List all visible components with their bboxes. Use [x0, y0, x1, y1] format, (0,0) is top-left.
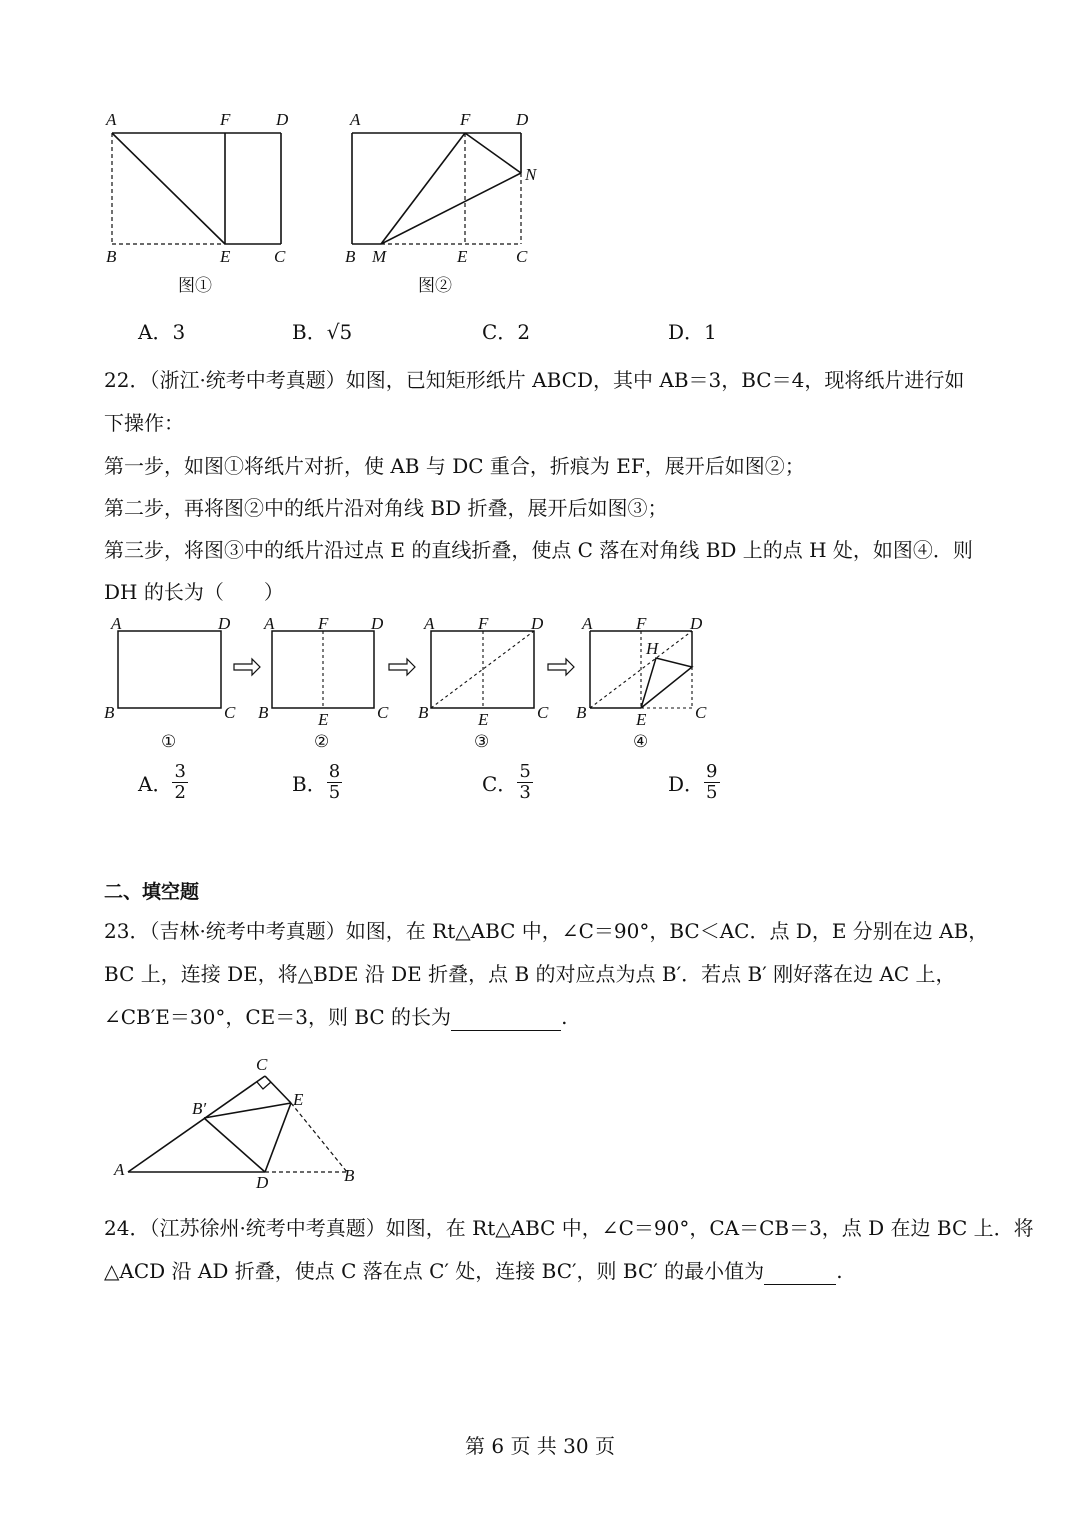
q22-option-c: C． $\frac{5}{3}$	[482, 761, 531, 803]
q22-line-3: 第一步，如图①将纸片对折，使 AB 与 DC 重合，折痕为 EF，展开后如图②；	[104, 454, 805, 478]
q22-f4-label-e: E	[636, 710, 647, 729]
fig2-label-e: E	[457, 247, 468, 266]
figure-1	[100, 108, 300, 268]
fig1-label-d: D	[276, 110, 289, 129]
q23-label-b: B	[344, 1166, 355, 1185]
fig1-label-c: C	[274, 247, 286, 266]
fig1-label-f: F	[220, 110, 231, 129]
q22-f4-label-h: H	[646, 639, 659, 658]
fig1-label-e: E	[220, 247, 231, 266]
q22-caption-3: ③	[474, 732, 490, 752]
q21-option-b: B．√5	[292, 320, 353, 344]
q23-label-a: A	[114, 1160, 125, 1179]
q23-answer-blank[interactable]	[451, 1008, 561, 1031]
fig1-label-a: A	[106, 110, 117, 129]
q22-f1-label-a: A	[111, 614, 122, 633]
q22-line-4: 第二步，再将图②中的纸片沿对角线 BD 折叠，展开后如图③；	[104, 496, 668, 520]
q23-label-bprime: B′	[192, 1099, 207, 1118]
q22-option-d: D． $\frac{9}{5}$	[668, 761, 718, 803]
q22-f3-label-b: B	[418, 703, 429, 722]
fig2-label-d: D	[516, 110, 529, 129]
q23-label-e: E	[293, 1090, 304, 1109]
q22-f2-label-b: B	[258, 703, 269, 722]
q22-f2-label-e: E	[318, 710, 329, 729]
q23-figure	[110, 1050, 370, 1190]
q23-line-3: ∠CB′E＝30°，CE＝3，则 BC 的长为 .	[104, 1005, 568, 1029]
fig2-label-b: B	[345, 247, 356, 266]
page-footer: 第 6 页 共 30 页	[465, 1434, 615, 1458]
q22-line-6: DH 的长为（ ）	[104, 580, 284, 604]
q22-option-b: B． $\frac{8}{5}$	[292, 761, 341, 803]
q24-line-2: △ACD 沿 AD 折叠，使点 C 落在点 C′ 处，连接 BC′，则 BC′ 的最小值为 .	[104, 1259, 843, 1283]
q22-f3-label-a: A	[424, 614, 435, 633]
q21-option-c: C．2	[482, 320, 531, 344]
q22-line-2: 下操作：	[104, 411, 184, 435]
q22-f3-label-f: F	[478, 614, 489, 633]
q22-f2-label-c: C	[377, 703, 389, 722]
q22-f4-label-b: B	[576, 703, 587, 722]
fig2-label-a: A	[350, 110, 361, 129]
q22-option-a: A． $\frac{3}{2}$	[138, 761, 186, 803]
q22-caption-4: ④	[633, 732, 649, 752]
q23-line-2: BC 上，连接 DE，将△BDE 沿 DE 折叠，点 B 的对应点为点 B′．若点 B′ 刚好落在边 AC 上，	[104, 962, 956, 986]
section-heading: 二、填空题	[104, 881, 200, 903]
q22-f2-label-a: A	[264, 614, 275, 633]
fig2-label-c: C	[516, 247, 528, 266]
q22-f4-label-c: C	[695, 703, 707, 722]
q23-label-d: D	[256, 1173, 269, 1192]
q22-f4-label-f: F	[636, 614, 647, 633]
q21-option-a: A．3	[138, 320, 186, 344]
q21-option-d: D．1	[668, 320, 717, 344]
q22-line-5: 第三步，将图③中的纸片沿过点 E 的直线折叠，使点 C 落在对角线 BD 上的点 H 处，如图④．则	[104, 538, 973, 562]
q22-f3-label-d: D	[531, 614, 544, 633]
q22-f1-label-d: D	[218, 614, 231, 633]
fig1-label-b: B	[106, 247, 117, 266]
q22-caption-1: ①	[161, 732, 177, 752]
q22-caption-2: ②	[314, 732, 330, 752]
q24-answer-blank[interactable]	[764, 1262, 836, 1285]
q23-label-c: C	[256, 1055, 268, 1074]
q24-line-1: 24．（江苏徐州·统考中考真题）如图，在 Rt△ABC 中，∠C＝90°，CA＝CB＝3，点 D 在边 BC 上．将	[104, 1216, 1034, 1240]
q22-figures	[100, 612, 720, 732]
fig2-caption: 图②	[418, 276, 452, 296]
q22-f1-label-c: C	[224, 703, 236, 722]
q22-f2-label-d: D	[371, 614, 384, 633]
figure-2	[340, 108, 540, 268]
fig2-label-n: N	[525, 165, 537, 184]
q23-line-1: 23．（吉林·统考中考真题）如图，在 Rt△ABC 中，∠C＝90°，BC＜AC．点 D，E 分别在边 AB，	[104, 919, 989, 943]
q22-f3-label-e: E	[478, 710, 489, 729]
q22-line-1: 22．（浙江·统考中考真题）如图，已知矩形纸片 ABCD，其中 AB＝3，BC＝4，现将纸片进行如	[104, 368, 965, 392]
fig2-label-m: M	[372, 247, 387, 266]
q22-f1-label-b: B	[104, 703, 115, 722]
q22-f4-label-d: D	[690, 614, 703, 633]
fig1-caption: 图①	[178, 276, 212, 296]
q22-f3-label-c: C	[537, 703, 549, 722]
q22-f4-label-a: A	[582, 614, 593, 633]
fig2-label-f: F	[460, 110, 471, 129]
q22-f2-label-f: F	[318, 614, 329, 633]
